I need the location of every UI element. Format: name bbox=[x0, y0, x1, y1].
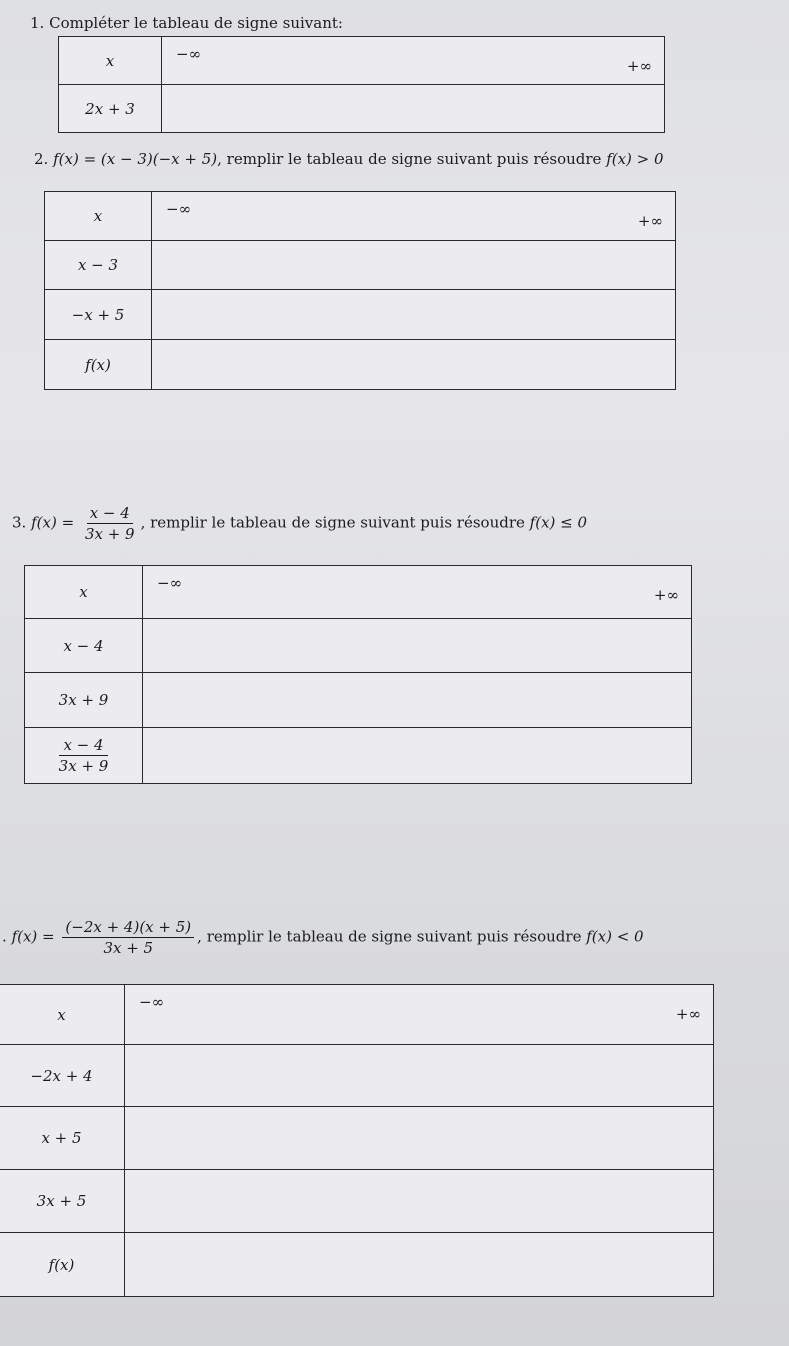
function-fraction bbox=[62, 918, 194, 957]
sign-table-3 bbox=[24, 565, 692, 784]
question-text: , remplir le tableau de signe suivant puis résoudre bbox=[217, 150, 602, 168]
question-number: 2. bbox=[34, 150, 49, 168]
row-label: x − 4 bbox=[25, 619, 143, 673]
minus-infinity: −∞ bbox=[139, 993, 165, 1011]
x-label-cell: x bbox=[0, 985, 125, 1045]
sign-table-4 bbox=[0, 984, 714, 1297]
row-label: 3x + 9 bbox=[25, 673, 143, 728]
function-prefix: f(x) = bbox=[11, 927, 55, 946]
sign-cell[interactable] bbox=[152, 340, 676, 390]
sign-table-1 bbox=[58, 36, 665, 133]
inequality: f(x) > 0 bbox=[606, 150, 664, 168]
row-label: 3x + 5 bbox=[0, 1170, 125, 1233]
question-text: , remplir le tableau de signe suivant puis résoudre bbox=[140, 513, 525, 532]
inequality: f(x) < 0 bbox=[586, 927, 644, 946]
plus-infinity: +∞ bbox=[653, 586, 679, 604]
function-definition: f(x) = (x − 3)(−x + 5) bbox=[53, 150, 218, 168]
minus-infinity: −∞ bbox=[157, 574, 183, 592]
x-values-cell[interactable] bbox=[152, 192, 676, 241]
row-label: f(x) bbox=[45, 340, 152, 390]
row-label: x − 3 bbox=[45, 241, 152, 290]
question-number: 1. bbox=[30, 14, 45, 32]
question-number: . bbox=[2, 927, 7, 946]
plus-infinity: +∞ bbox=[675, 1005, 701, 1023]
minus-infinity: −∞ bbox=[176, 45, 202, 63]
question-text: , remplir le tableau de signe suivant puis résoudre bbox=[197, 927, 582, 946]
function-fraction bbox=[82, 504, 138, 543]
sign-cell[interactable] bbox=[152, 241, 676, 290]
x-label-cell: x bbox=[59, 37, 162, 85]
row-label: −x + 5 bbox=[45, 290, 152, 340]
x-label-cell: x bbox=[45, 192, 152, 241]
question-2-title bbox=[34, 150, 664, 168]
sign-cell[interactable] bbox=[125, 1107, 714, 1170]
sign-cell[interactable] bbox=[125, 1170, 714, 1233]
plus-infinity: +∞ bbox=[637, 212, 663, 230]
row-label: 2x + 3 bbox=[59, 85, 162, 133]
sign-cell[interactable] bbox=[143, 673, 692, 728]
fraction-numerator: x − 4 bbox=[59, 736, 107, 756]
sign-cell[interactable] bbox=[143, 619, 692, 673]
fraction-numerator: x − 4 bbox=[87, 504, 133, 524]
question-number: 3. bbox=[12, 513, 27, 532]
fraction-denominator: 3x + 5 bbox=[103, 939, 154, 957]
x-values-cell[interactable] bbox=[143, 566, 692, 619]
sign-cell[interactable] bbox=[143, 728, 692, 784]
x-label-cell: x bbox=[25, 566, 143, 619]
sign-cell[interactable] bbox=[125, 1233, 714, 1297]
row-label: x + 5 bbox=[0, 1107, 125, 1170]
fraction-denominator: 3x + 9 bbox=[84, 525, 135, 543]
row-label: f(x) bbox=[0, 1233, 125, 1297]
question-1-title bbox=[30, 14, 343, 32]
sign-table-2 bbox=[44, 191, 676, 390]
row-label: −2x + 4 bbox=[0, 1045, 125, 1107]
x-values-cell[interactable] bbox=[125, 985, 714, 1045]
question-3-title bbox=[12, 504, 587, 543]
plus-infinity: +∞ bbox=[626, 57, 652, 75]
sign-cell[interactable] bbox=[162, 85, 665, 133]
function-prefix: f(x) = bbox=[31, 513, 75, 532]
fraction-numerator: (−2x + 4)(x + 5) bbox=[62, 918, 194, 938]
sign-cell[interactable] bbox=[152, 290, 676, 340]
sign-cell[interactable] bbox=[125, 1045, 714, 1107]
fraction-denominator: 3x + 9 bbox=[58, 757, 109, 775]
question-4-title bbox=[2, 918, 644, 957]
inequality: f(x) ≤ 0 bbox=[529, 513, 588, 532]
row-label-fraction bbox=[25, 728, 143, 784]
x-values-cell[interactable] bbox=[162, 37, 665, 85]
minus-infinity: −∞ bbox=[166, 200, 192, 218]
question-text: Compléter le tableau de signe suivant: bbox=[49, 14, 343, 32]
